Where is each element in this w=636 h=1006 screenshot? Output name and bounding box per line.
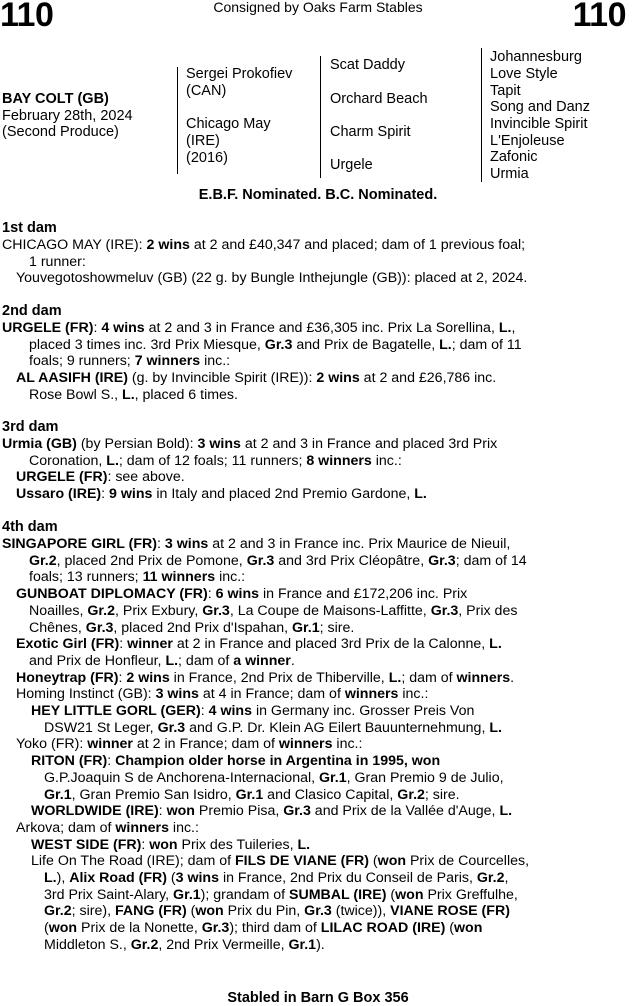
fourth-dam-heading: 4th dam (2, 519, 58, 535)
ggp-6: L'Enjoleuse (490, 133, 565, 149)
horse-name: BAY COLT (GB) (2, 91, 109, 107)
dam-country: (IRE) (186, 133, 220, 149)
first-dam-text: CHICAGO MAY (IRE): 2 wins at 2 and £40,347 and placed; dam of 1 previous foal; 1 runner: Youvegotoshowmeluv (GB) (22 g. by Bungle Inthejungle (GB)): placed at 2, 2024. (2, 237, 528, 287)
pedigree-line-1 (177, 67, 178, 174)
third-dam-heading: 3rd dam (2, 419, 59, 435)
sire-country: (CAN) (186, 83, 227, 99)
sire-name: Sergei Prokofiev (186, 66, 293, 82)
lot-number-right: 110 (572, 0, 626, 34)
first-dam-heading: 1st dam (2, 220, 57, 236)
ggp-3: Tapit (490, 83, 521, 99)
nominations: E.B.F. Nominated. B.C. Nominated. (198, 187, 438, 203)
lot-number-left: 110 (0, 0, 54, 34)
third-dam-text: Urmia (GB) (by Persian Bold): 3 wins at 2 and 3 in France and placed 3rd Prix Coronation, L.; dam of 12 foals; 11 runners; 8 winners inc.: URGELE (FR): see above. Ussaro (IRE): 9 wins in Italy and placed 2nd Premio Gardone, L. (2, 436, 498, 503)
consignor: Consigned by Oaks Farm Stables (213, 0, 423, 15)
ggp-5: Invincible Spirit (490, 116, 588, 132)
ggp-8: Urmia (490, 166, 529, 182)
second-dam-text: URGELE (FR): 4 wins at 2 and 3 in France and £36,305 inc. Prix La Sorellina, L., placed 3 times inc. 3rd Prix Miesque, Gr.3 and Prix de Bagatelle, L.; dam of 11 foals; 9 runners; 7 winners inc.: AL AASIFH (IRE) (g. by Invincible Spirit (IRE)): 2 wins at 2 and £26,786 inc. Rose Bowl S., L., placed 6 times. (2, 320, 522, 403)
fourth-dam-text: SINGAPORE GIRL (FR): 3 wins at 2 and 3 in France inc. Prix Maurice de Nieuil, Gr.2, placed 2nd Prix de Pomone, Gr.3 and 3rd Prix Cléopâtre, Gr.3; dam of 14 foals; 13 runners; 11 winners inc.: GUNBOAT DIPLOMACY (FR): 6 wins in France and £172,206 inc. Prix Noailles, Gr.2, Prix Exbury, Gr.3, La Coupe de Maisons-Laffitte, Gr.3, Prix des Chênes, Gr.3, placed 2nd Prix d'Ispahan, Gr.1; sire. Exotic Girl (FR): winner at 2 in France and placed 3rd Prix de la Calonne, L. and Prix de Honfleur, L.; dam of a winner. Honeytrap (FR): 2 wins in France, 2nd Prix de Thiberville, L.; dam of winners. Homing Instinct (GB): 3 wins at 4 in France; dam of winners inc.: HEY LITTLE GORL (GER): 4 wins in Germany inc. Grosser Preis Von DSW21 St Leger, Gr.3 and G.P. Dr. Klein AG Eilert Bauunternehmung, L. Yoko (FR): winner at 2 in France; dam of winners inc.: RITON (FR): Champion older horse in Argentina in 1995, won G.P.Joaquin S de Anchorena-Internacional, Gr.1, Gran Premio 9 de Julio, Gr.1, Gran Premio San Isidro, Gr.1 and Clasico Capital, Gr.2; sire. WORLDWIDE (IRE): won Premio Pisa, Gr.3 and Prix de la Vallée d'Auge, L. Arkova; dam of winners inc.: WEST SIDE (FR): won Prix des Tuileries, L. Life On The Road (IRE); dam of FILS DE VIANE (FR) (won Prix de Courcelles, L.), Alix Road (FR) (3 wins in France, 2nd Prix du Conseil de Paris, Gr.2, 3rd Prix Saint-Alary, Gr.1); grandam of SUMBAL (IRE) (won Prix Greffulhe, Gr.2; sire), FANG (FR) (won Prix du Pin, Gr.3 (twice)), VIANE ROSE (FR) (won Prix de la Nonette, Gr.3); third dam of LILAC ROAD (IRE) (won Middleton S., Gr.2, 2nd Prix Vermeille, Gr.1). (2, 536, 530, 953)
dam-year: (2016) (186, 150, 228, 166)
ggp-1: Johannesburg (490, 49, 582, 65)
ggp-4: Song and Danz (490, 99, 590, 115)
horse-produce: (Second Produce) (2, 124, 119, 140)
second-dam-heading: 2nd dam (2, 303, 62, 319)
dam-name: Chicago May (186, 116, 271, 132)
grandsire-paternal: Scat Daddy (330, 57, 405, 73)
horse-foaled: February 28th, 2024 (2, 108, 133, 124)
granddam-paternal: Orchard Beach (330, 91, 428, 107)
granddam-maternal: Urgele (330, 157, 373, 173)
ggp-7: Zafonic (490, 149, 538, 165)
stabling-info: Stabled in Barn G Box 356 (227, 990, 409, 1006)
pedigree-line-3 (481, 48, 482, 182)
pedigree-line-2 (320, 56, 321, 178)
grandsire-maternal: Charm Spirit (330, 124, 411, 140)
ggp-2: Love Style (490, 66, 558, 82)
